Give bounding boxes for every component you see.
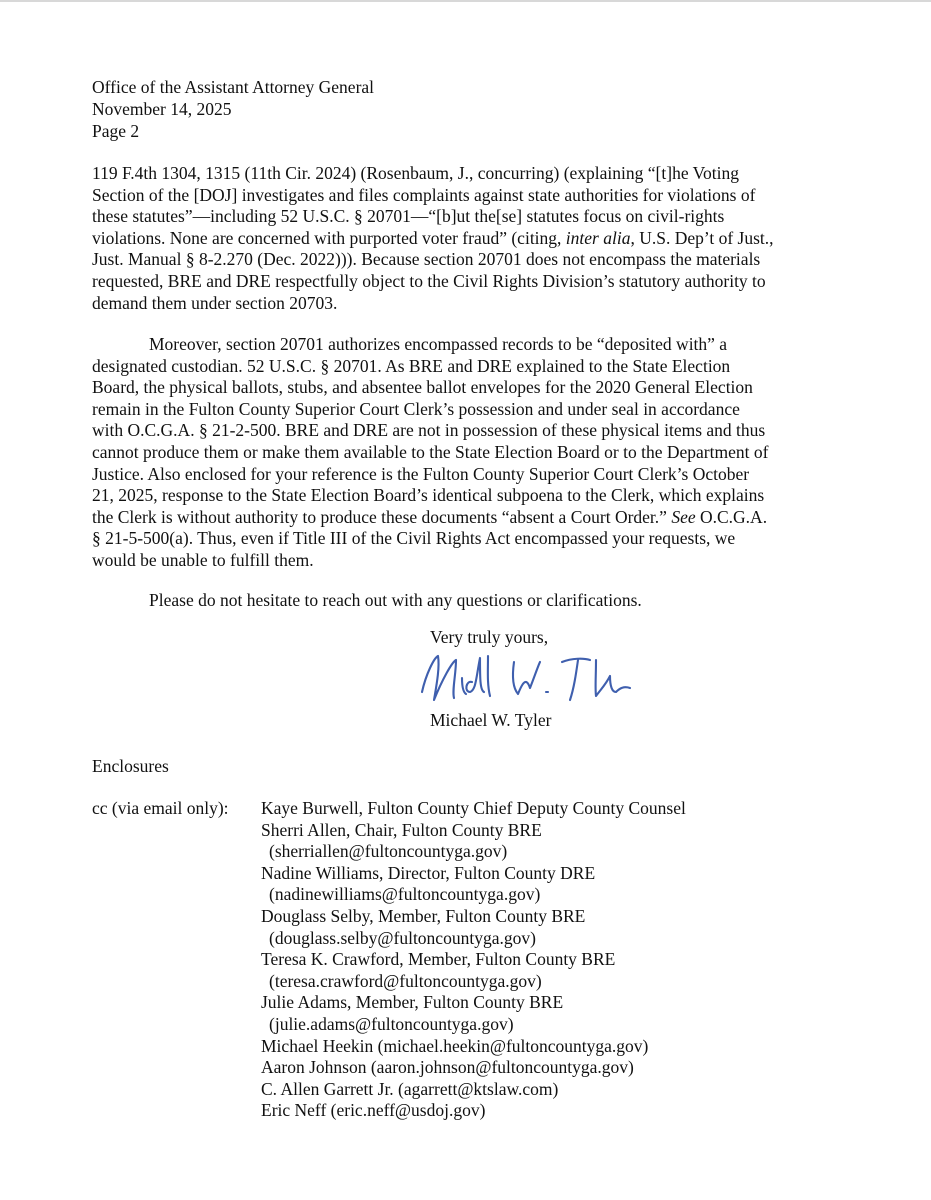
- cc-recipient: Douglass Selby, Member, Fulton County BRE: [261, 905, 586, 926]
- paragraph-line: remain in the Fulton County Superior Court Clerk’s possession and under seal in accordance: [92, 398, 740, 419]
- cc-label: cc (via email only):: [92, 798, 229, 818]
- paragraph-closing-remark: [92, 590, 852, 612]
- paragraph-line: would be unable to fulfill them.: [92, 549, 314, 570]
- text-run: , U.S. Dep’t of Just.,: [630, 227, 774, 248]
- paragraph-line: Moreover, section 20701 authorizes encompassed records to be “deposited with” a: [149, 334, 728, 354]
- paragraph-line: Just. Manual § 8-2.270 (Dec. 2022))). Because section 20701 does not encompass the materials: [92, 249, 761, 270]
- cc-recipient: Aaron Johnson (aaron.johnson@fultoncountyga.gov): [261, 1057, 634, 1078]
- paragraph-line: Justice. Also enclosed for your reference is the Fulton County Superior Court Clerk’s October: [92, 463, 750, 484]
- cc-recipient: Teresa K. Crawford, Member, Fulton County BRE: [261, 949, 616, 970]
- paragraph-line: these statutes”—including 52 U.S.C. § 20701—“[b]ut the[se] statutes focus on civil-rights: [92, 206, 725, 227]
- handwritten-signature: [400, 648, 660, 718]
- paragraph-line: Board, the physical ballots, stubs, and absentee ballot envelopes for the 2020 General Election: [92, 377, 753, 398]
- letter-header: [92, 77, 852, 142]
- cc-recipient-list: [261, 798, 686, 1122]
- italic-citation-signal: inter alia: [565, 227, 631, 248]
- header-page-number: Page 2: [92, 120, 140, 141]
- text-run: the Clerk is without authority to produce these documents “absent a Court Order.”: [92, 506, 672, 527]
- page-top-edge: [0, 0, 931, 2]
- complimentary-close: Very truly yours,: [430, 627, 549, 647]
- cc-recipient-email: (sherriallen@fultoncountyga.gov): [269, 841, 508, 862]
- paragraph-line: [92, 507, 852, 529]
- cc-recipient-email: (douglass.selby@fultoncountyga.gov): [269, 927, 536, 948]
- paragraph-line: requested, BRE and DRE respectfully object to the Civil Rights Division’s statutory authority to: [92, 270, 766, 291]
- paragraph-line: 119 F.4th 1304, 1315 (11th Cir. 2024) (Rosenbaum, J., concurring) (explaining “[t]he Voting: [92, 163, 739, 183]
- signer-name: Michael W. Tyler: [430, 710, 552, 730]
- enclosures-label: Enclosures: [92, 756, 169, 776]
- paragraph-line: 21, 2025, response to the State Election Board’s identical subpoena to the Clerk, which explains: [92, 485, 765, 506]
- italic-citation-signal: See: [671, 506, 696, 527]
- cc-recipient-email: (julie.adams@fultoncountyga.gov): [269, 1013, 514, 1034]
- paragraph-line: [92, 228, 852, 250]
- cc-recipient: Julie Adams, Member, Fulton County BRE: [261, 992, 564, 1013]
- paragraph-line: demand them under section 20703.: [92, 292, 338, 313]
- header-office: Office of the Assistant Attorney General: [92, 77, 375, 97]
- paragraph-line: § 21-5-500(a). Thus, even if Title III of the Civil Rights Act encompassed your requests, we: [92, 528, 736, 549]
- paragraph-line: cannot produce them or make them available to the State Election Board or to the Department of: [92, 441, 769, 462]
- cc-recipient: Michael Heekin (michael.heekin@fultoncountyga.gov): [261, 1035, 649, 1056]
- cc-recipient-email: (nadinewilliams@fultoncountyga.gov): [269, 884, 541, 905]
- paragraph-line: Please do not hesitate to reach out with any questions or clarifications.: [149, 590, 642, 610]
- cc-recipient: C. Allen Garrett Jr. (agarrett@ktslaw.com): [261, 1078, 559, 1099]
- cc-recipient: Eric Neff (eric.neff@usdoj.gov): [261, 1100, 486, 1121]
- paragraph-statutory-authority: [92, 163, 852, 314]
- text-run: O.C.G.A.: [695, 506, 768, 527]
- cc-recipient: Nadine Williams, Director, Fulton County DRE: [261, 862, 596, 883]
- header-date: November 14, 2025: [92, 98, 232, 119]
- paragraph-line: with O.C.G.A. § 21-2-500. BRE and DRE are not in possession of these physical items and thus: [92, 420, 766, 441]
- paragraph-line: Section of the [DOJ] investigates and files complaints against state authorities for violations of: [92, 184, 756, 205]
- text-run: violations. None are concerned with purported voter fraud” (citing,: [92, 227, 566, 248]
- paragraph-custodian: [92, 334, 852, 572]
- cc-recipient: Sherri Allen, Chair, Fulton County BRE: [261, 819, 542, 840]
- cc-recipient-email: (teresa.crawford@fultoncountyga.gov): [269, 970, 542, 991]
- cc-recipient: Kaye Burwell, Fulton County Chief Deputy County Counsel: [261, 798, 686, 818]
- paragraph-line: designated custodian. 52 U.S.C. § 20701. As BRE and DRE explained to the State Election: [92, 355, 731, 376]
